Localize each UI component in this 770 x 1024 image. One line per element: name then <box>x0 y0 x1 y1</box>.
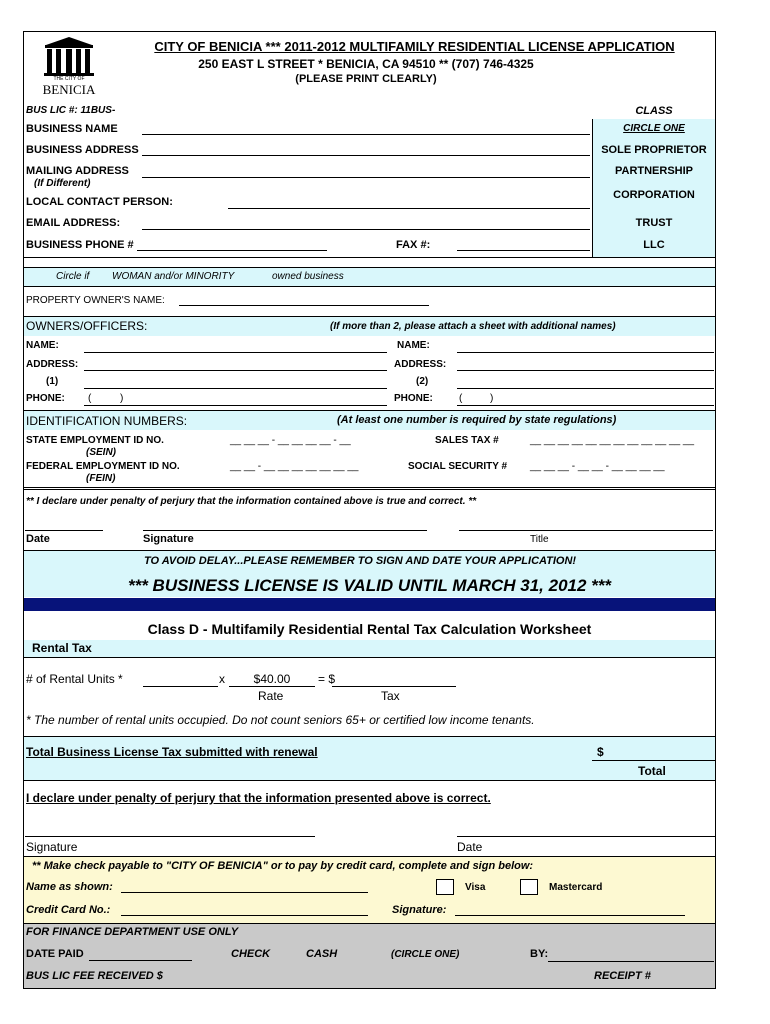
card-number-field[interactable] <box>121 915 368 916</box>
divider <box>23 267 716 268</box>
total-caption: Total <box>638 764 666 778</box>
class-option-corporation[interactable]: CORPORATION <box>613 189 695 201</box>
contact-person-field[interactable] <box>228 208 590 209</box>
rental-units-label: # of Rental Units * <box>26 672 123 686</box>
mastercard-checkbox[interactable] <box>520 879 538 895</box>
divider <box>23 316 716 317</box>
worksheet-signature-field[interactable] <box>25 836 315 837</box>
mailing-address-label: MAILING ADDRESS <box>26 165 129 177</box>
identification-title: IDENTIFICATION NUMBERS: <box>26 414 188 428</box>
worksheet-date-field[interactable] <box>457 836 715 837</box>
owner2-phone-field[interactable] <box>457 405 714 406</box>
worksheet-title: Class D - Multifamily Residential Rental Tax Calculation Worksheet <box>147 621 592 637</box>
fee-received-label: BUS LIC FEE RECEIVED $ <box>26 970 163 982</box>
by-field[interactable] <box>548 961 714 962</box>
property-owner-field[interactable] <box>179 305 429 306</box>
owner1-name-label: NAME: <box>26 340 59 351</box>
class-box-border <box>592 119 593 257</box>
business-phone-field[interactable] <box>137 250 327 251</box>
visa-label: Visa <box>465 882 486 893</box>
business-address-label: BUSINESS ADDRESS <box>26 144 139 156</box>
total-dollar: $ <box>597 745 604 759</box>
name-shown-label: Name as shown: <box>26 881 113 893</box>
divider <box>23 286 716 287</box>
multiply-sign: x <box>219 672 225 686</box>
owner2-paren-close: ) <box>490 393 494 404</box>
ssn-field[interactable]: __ __ __ - __ __ - __ __ __ __ <box>530 461 665 472</box>
date-field[interactable] <box>25 530 103 531</box>
signature-field[interactable] <box>143 530 427 531</box>
class-option-trust[interactable]: TRUST <box>635 217 673 229</box>
sein-label: (SEIN) <box>86 447 116 458</box>
owners-title: OWNERS/OFFICERS: <box>26 319 148 333</box>
owner1-paren-close: ) <box>120 393 124 404</box>
owner2-address-field[interactable] <box>457 370 714 371</box>
email-label: EMAIL ADDRESS: <box>26 217 121 229</box>
owner2-phone-label: PHONE: <box>394 393 433 404</box>
identification-note: (At least one number is required by state regulations) <box>337 414 617 426</box>
reminder-text: TO AVOID DELAY...PLEASE REMEMBER TO SIGN AND DATE YOUR APPLICATION! <box>144 555 577 567</box>
fein-label: (FEIN) <box>86 473 116 484</box>
finance-circle-one: (CIRCLE ONE) <box>391 949 460 960</box>
state-id-field[interactable]: __ __ __ - __ __ __ __ - __ <box>230 435 351 446</box>
owner2-address-label: ADDRESS: <box>394 359 447 370</box>
class-title: CLASS <box>635 105 673 117</box>
business-name-label: BUSINESS NAME <box>26 123 118 135</box>
fax-label: FAX #: <box>396 239 431 251</box>
mastercard-label: Mastercard <box>549 882 603 893</box>
logo-small-text: THE CITY OF <box>53 76 85 82</box>
header-address: 250 EAST L STREET * BENICIA, CA 94510 ** (707) 746-4325 <box>198 57 534 71</box>
minority-circle-label: Circle if <box>56 271 90 282</box>
owner1-address-field[interactable] <box>84 370 387 371</box>
payment-note: ** Make check payable to "CITY OF BENICIA" or to pay by credit card, complete and sign below: <box>32 860 534 872</box>
minority-woman-option[interactable]: WOMAN and/or MINORITY <box>112 271 235 282</box>
business-address-field[interactable] <box>142 155 590 156</box>
finance-title: FOR FINANCE DEPARTMENT USE ONLY <box>26 926 239 938</box>
bus-lic-label: BUS LIC #: 11BUS- <box>26 105 116 116</box>
business-phone-label: BUSINESS PHONE # <box>26 239 134 251</box>
rate-underline <box>229 686 315 687</box>
class-option-llc[interactable]: LLC <box>643 239 665 251</box>
city-logo <box>40 35 98 100</box>
divider <box>23 923 716 924</box>
ssn-label: SOCIAL SECURITY # <box>408 461 508 472</box>
divider <box>23 257 716 258</box>
circle-one-label: CIRCLE ONE <box>623 123 685 134</box>
fax-field[interactable] <box>457 250 590 251</box>
rental-units-field[interactable] <box>143 686 218 687</box>
owners-note: (If more than 2, please attach a sheet with additional names) <box>330 321 616 332</box>
rate-value: $40.00 <box>253 672 291 686</box>
if-different-label: (If Different) <box>34 178 91 189</box>
tax-label: Tax <box>381 689 400 703</box>
federal-id-field[interactable]: __ __ - __ __ __ __ __ __ __ <box>230 461 359 472</box>
declaration-text: ** I declare under penalty of perjury that the information contained above is true and correct. ** <box>26 496 477 507</box>
owner2-address-line2[interactable] <box>457 388 714 389</box>
divider <box>23 657 716 658</box>
title-label: Title <box>530 534 549 545</box>
owner1-phone-field[interactable] <box>84 405 387 406</box>
rental-tax-label: Rental Tax <box>32 641 92 655</box>
equals-sign: = $ <box>318 672 336 686</box>
federal-id-label: FEDERAL EMPLOYMENT ID NO. <box>26 461 180 472</box>
rental-footnote: * The number of rental units occupied. Do not count seniors 65+ or certified low income tenants. <box>26 713 535 727</box>
property-owner-label: PROPERTY OWNER'S NAME: <box>26 295 165 306</box>
worksheet-signature-label: Signature <box>26 840 78 854</box>
receipt-label: RECEIPT # <box>594 970 651 982</box>
class-option-sole-proprietor[interactable]: SOLE PROPRIETOR <box>601 144 707 156</box>
owner1-address-label: ADDRESS: <box>26 359 79 370</box>
card-number-label: Credit Card No.: <box>26 904 111 916</box>
divider <box>23 736 716 737</box>
cash-option[interactable]: CASH <box>306 948 338 960</box>
card-signature-label: Signature: <box>392 904 447 916</box>
class-option-partnership[interactable]: PARTNERSHIP <box>614 165 694 177</box>
tax-field[interactable] <box>332 686 456 687</box>
mailing-address-field[interactable] <box>142 177 590 178</box>
divider <box>23 487 716 490</box>
owner1-address-line2[interactable] <box>84 388 387 389</box>
sales-tax-label: SALES TAX # <box>435 435 499 446</box>
total-field[interactable] <box>592 760 715 761</box>
owner2-paren-open: ( <box>459 393 463 404</box>
by-label: BY: <box>530 948 549 960</box>
check-option[interactable]: CHECK <box>231 948 271 960</box>
title-field[interactable] <box>459 530 713 531</box>
divider <box>23 856 716 857</box>
date-paid-label: DATE PAID <box>26 948 84 960</box>
page-title: CITY OF BENICIA *** 2011-2012 MULTIFAMILY RESIDENTIAL LICENSE APPLICATION <box>154 39 675 54</box>
total-label: Total Business License Tax submitted with renewal <box>26 745 318 759</box>
owner2-name-field[interactable] <box>457 352 714 353</box>
owner2-number: (2) <box>416 376 429 387</box>
print-note: (PLEASE PRINT CLEARLY) <box>295 73 437 85</box>
date-paid-field[interactable] <box>89 960 192 961</box>
contact-person-label: LOCAL CONTACT PERSON: <box>26 196 173 208</box>
logo-text: BENICIA <box>42 82 96 97</box>
card-signature-field[interactable] <box>455 915 685 916</box>
minority-owned-label: owned business <box>272 271 344 282</box>
business-name-field[interactable] <box>142 134 590 135</box>
date-label: Date <box>26 533 50 545</box>
owner1-number: (1) <box>46 376 59 387</box>
sales-tax-field[interactable]: __ __ __ __ __ __ __ __ __ __ __ __ <box>530 435 695 446</box>
worksheet-date-label: Date <box>457 840 483 854</box>
email-field[interactable] <box>142 229 590 230</box>
worksheet-declaration: I declare under penalty of perjury that the information presented above is correct. <box>26 791 491 805</box>
divider <box>23 410 716 411</box>
owner1-name-field[interactable] <box>84 352 387 353</box>
owner1-paren-open: ( <box>88 393 92 404</box>
signature-label: Signature <box>143 533 194 545</box>
divider <box>23 780 716 781</box>
rate-label: Rate <box>258 689 284 703</box>
state-id-label: STATE EMPLOYMENT ID NO. <box>26 435 164 446</box>
name-shown-field[interactable] <box>121 892 368 893</box>
visa-checkbox[interactable] <box>436 879 454 895</box>
owner2-name-label: NAME: <box>397 340 430 351</box>
owner1-phone-label: PHONE: <box>26 393 65 404</box>
divider <box>23 550 716 551</box>
valid-until-text: *** BUSINESS LICENSE IS VALID UNTIL MARCH 31, 2012 *** <box>127 576 612 595</box>
